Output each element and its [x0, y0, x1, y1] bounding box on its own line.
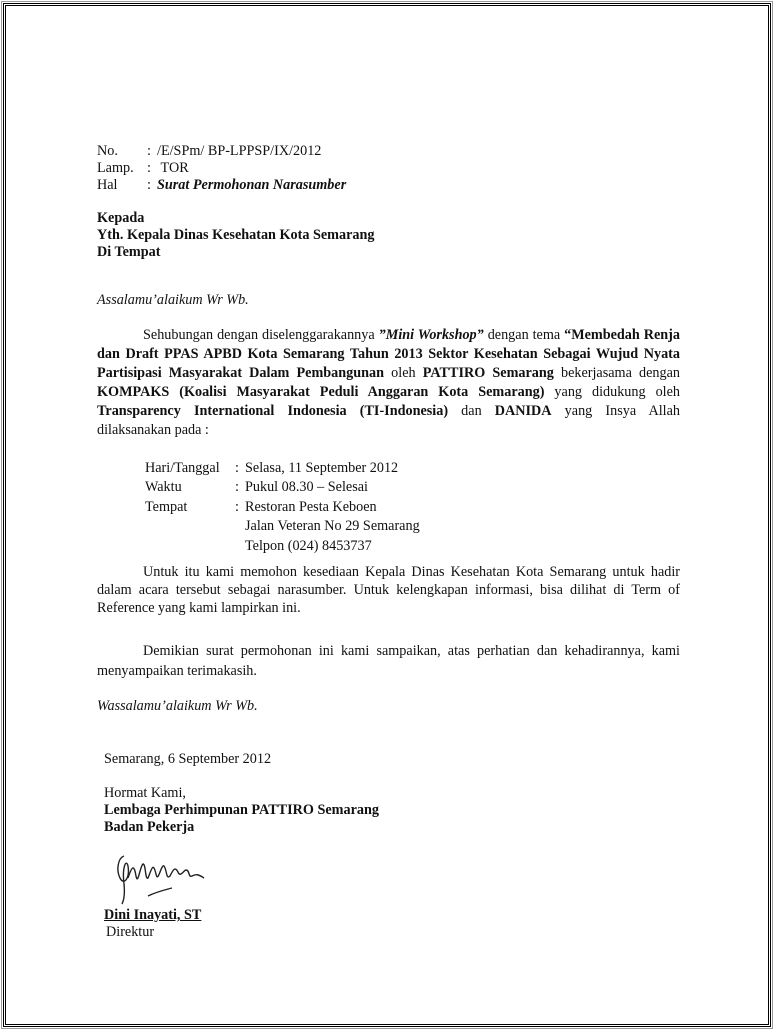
- regards: Hormat Kami,: [104, 785, 186, 801]
- meta-number-value: /E/SPm/ BP-LPPSP/IX/2012: [157, 143, 322, 159]
- meta-number-label: No.: [97, 143, 118, 159]
- detail-value: Restoran Pesta Keboen: [245, 499, 377, 515]
- supporter: Transparency International Indonesia (TI-Indonesia): [97, 403, 449, 419]
- colon: :: [147, 177, 151, 193]
- meta-subject: [97, 177, 346, 194]
- meta-attachment-label: Lamp.: [97, 160, 134, 176]
- colon: :: [147, 143, 151, 159]
- body-paragraph-2: [97, 563, 680, 617]
- partner: KOMPAKS (Koalisi Masyarakat Peduli Anggaran Kota Semarang): [97, 384, 545, 400]
- event-theme: “Membedah Renja dan Draft PPAS APBD Kota Semarang Tahun 2013 Sektor Kesehatan Sebagai Wujud Nyata Partisipasi Masyarakat Dalam Pembangunan: [97, 327, 680, 381]
- signer-title: Direktur: [106, 924, 155, 940]
- detail-value: Telpon (024) 8453737: [245, 538, 372, 554]
- detail-date: [145, 460, 398, 477]
- colon: :: [235, 499, 239, 515]
- supporter-2: DANIDA: [494, 403, 552, 419]
- text: yang didukung oleh: [544, 384, 680, 400]
- detail-label: Waktu: [145, 479, 182, 495]
- detail-label: Hari/Tanggal: [145, 460, 220, 476]
- detail-time: [145, 479, 368, 496]
- detail-value: Jalan Veteran No 29 Semarang: [245, 518, 420, 534]
- meta-subject-value: Surat Permohonan Narasumber: [157, 177, 347, 193]
- meta-subject-label: Hal: [97, 177, 118, 193]
- colon: :: [235, 460, 239, 476]
- closing-salutation: Wassalamu’alaikum Wr Wb.: [97, 698, 258, 714]
- text: yang Insya Allah dilaksanakan pada :: [97, 403, 680, 438]
- detail-phone: [145, 538, 372, 555]
- meta-number: [97, 143, 321, 160]
- greeting: Assalamu’alaikum Wr Wb.: [97, 292, 249, 308]
- recipient-line-1: Kepada: [97, 210, 145, 226]
- text: dan: [448, 403, 495, 419]
- event-name: ”Mini Workshop”: [378, 327, 484, 343]
- detail-value: Selasa, 11 September 2012: [245, 460, 399, 476]
- recipient-line-3: Di Tempat: [97, 244, 161, 260]
- organization-unit: Badan Pekerja: [104, 819, 195, 835]
- signature-icon: [112, 848, 222, 906]
- colon: :: [235, 479, 239, 495]
- detail-value: Pukul 08.30 – Selesai: [245, 479, 368, 495]
- text: Demikian surat permohonan ini kami sampaikan, atas perhatian dan kehadirannya, kami menyampaikan terimakasih.: [97, 643, 680, 679]
- detail-place: [145, 499, 377, 516]
- colon: :: [147, 160, 151, 176]
- detail-label: Tempat: [145, 499, 188, 515]
- text: dengan tema: [483, 327, 565, 343]
- body-paragraph-1: [97, 326, 680, 440]
- meta-attachment-value: TOR: [160, 160, 189, 176]
- organizer: PATTIRO Semarang: [422, 365, 554, 381]
- organization-name: Lembaga Perhimpunan PATTIRO Semarang: [104, 802, 379, 818]
- meta-attachment: [97, 160, 189, 177]
- detail-address: [145, 518, 420, 535]
- body-paragraph-3: [97, 641, 680, 681]
- text: bekerjasama dengan: [553, 365, 680, 381]
- text: Untuk itu kami memohon kesediaan Kepala Dinas Kesehatan Kota Semarang untuk hadir dalam acara tersebut sebagai narasumber. Untuk kelengkapan informasi, bisa dilihat di Term of Reference yang kami lampirkan ini.: [97, 564, 680, 616]
- place-date: Semarang, 6 September 2012: [104, 751, 272, 767]
- recipient-line-2: Yth. Kepala Dinas Kesehatan Kota Semarang: [97, 227, 375, 243]
- text: oleh: [384, 365, 423, 381]
- text: Sehubungan dengan diselenggarakannya: [143, 327, 379, 343]
- signer-name: Dini Inayati, ST: [104, 907, 202, 923]
